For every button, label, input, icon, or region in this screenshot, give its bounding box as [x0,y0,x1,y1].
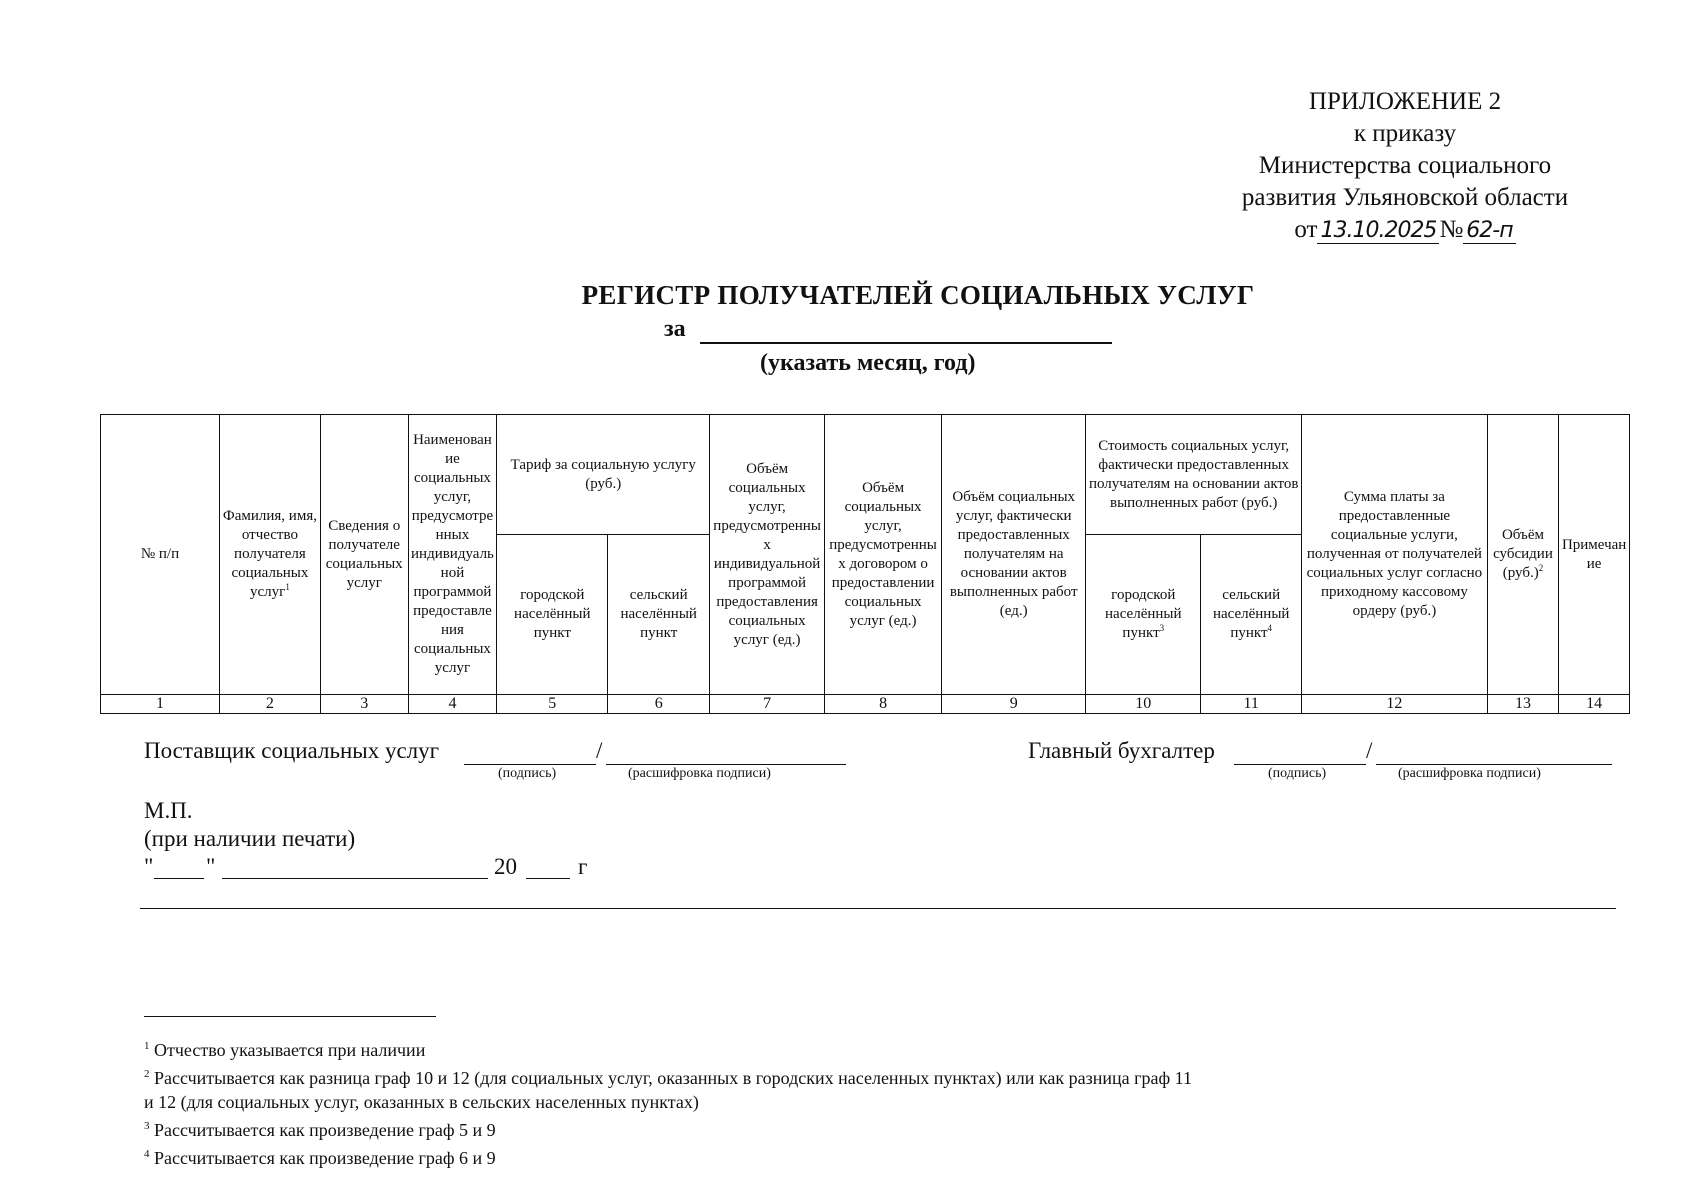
header-cell-volume-program: Объём социальных услуг, предусмотренных индивидуальной программой предоставления социальных услуг (ед.) [710,415,825,695]
number-prefix: № [1439,216,1464,243]
appendix-header [1150,86,1660,247]
header-cell-cost-rural: сельский населённый пункт$^4$ [1201,535,1302,695]
chief-signature-hint: (подпись) [1268,766,1327,781]
stamp-hint: (при наличии печати) [144,826,356,851]
footnotes [144,1034,1564,1170]
order-number-handwritten: 62-п [1463,218,1515,244]
chief-slash: / [1366,738,1373,763]
column-number: 6 [608,695,710,714]
stamp-label: М.П. [144,798,193,823]
header-cell-note: Примечание [1559,415,1630,695]
date-prefix: от [1294,216,1318,243]
footnote: $^1$ Отчество указывается при наличии [144,1040,426,1060]
header-cell-payment-sum: Сумма платы за предоставленные социальные услуги, полученная от получателей социальных услуг согласно приходному кассовому ордеру (руб.) [1302,415,1488,695]
date-month-line[interactable] [222,878,488,879]
column-number: 10 [1086,695,1201,714]
appendix-ministry-line2: развития Ульяновской области [1241,184,1569,211]
header-cell-volume-contract: Объём социальных услуг, предусмотренных договором о предоставлении социальных услуг (ед.) [825,415,942,695]
chief-decode-hint: (расшифровка подписи) [1398,766,1541,781]
date-quote-open: " [144,854,154,879]
order-date-handwritten: 13.10.2025 [1317,218,1439,244]
provider-signature-line[interactable] [464,764,596,765]
column-number: 1 [101,695,220,714]
header-cell-tariff-rural: сельский населённый пункт [608,535,710,695]
appendix-date-line [1150,214,1660,247]
footnote: $^2$ Рассчитывается как разница граф 10 и 12 (для социальных услуг, оказанных в городских населенных пунктах) или как разница граф 11 [144,1068,1192,1088]
header-cell-cost-group: Стоимость социальных услуг, фактически предоставленных получателям на основании актов выполненных работ (руб.) [1086,415,1302,535]
date-year-suffix: г [578,854,588,879]
column-number: 8 [825,695,942,714]
provider-label: Поставщик социальных услуг [144,738,440,763]
chief-signature-line[interactable] [1234,764,1366,765]
appendix-to-order: к приказу [1353,120,1457,147]
header-cell-full-name: Фамилия, имя, отчество получателя социальных услуг$^1$ [220,415,321,695]
footnote: и 12 (для социальных услуг, оказанных в сельских населенных пунктах) [144,1092,699,1112]
header-cell-number: № п/п [101,415,220,695]
footnote: $^4$ Рассчитывается как произведение граф 6 и 9 [144,1148,496,1168]
date-year-prefix: 20 [494,854,517,879]
column-number: 2 [220,695,321,714]
provider-slash: / [596,738,603,763]
column-number: 3 [320,695,408,714]
column-number: 5 [497,695,608,714]
column-number: 11 [1201,695,1302,714]
header-cell-recipient-info: Сведения о получателе социальных услуг [320,415,408,695]
header-cell-cost-urban: городской населённый пункт$^3$ [1086,535,1201,695]
period-input-line[interactable] [700,342,1112,344]
date-quote-close: " [206,854,216,879]
column-number: 12 [1302,695,1488,714]
header-cell-subsidy: Объём субсидии $(руб.)^2$ [1487,415,1559,695]
date-day-line[interactable] [154,878,204,879]
footnote-separator [144,1016,436,1017]
date-year-line[interactable] [526,878,570,879]
footnote: $^3$ Рассчитывается как произведение граф 5 и 9 [144,1120,496,1140]
header-cell-volume-actual: Объём социальных услуг, фактически предоставленных получателям на основании актов выполненных работ (ед.) [942,415,1086,695]
column-number: 13 [1487,695,1559,714]
provider-decode-line[interactable] [606,764,846,765]
header-cell-tariff-urban: городской населённый пункт [497,535,608,695]
chief-decode-line[interactable] [1376,764,1612,765]
header-cell-service-name: Наименование социальных услуг, предусмотренных индивидуальной программой предоставления социальных услуг [408,415,497,695]
register-table [100,414,1630,714]
period-hint: (указать месяц, год) [760,350,976,376]
header-cell-tariff-group: Тариф за социальную услугу (руб.) [497,415,710,535]
appendix-title: ПРИЛОЖЕНИЕ 2 [1308,88,1502,115]
chief-accountant-label: Главный бухгалтер [1028,738,1215,763]
provider-decode-hint: (расшифровка подписи) [628,766,771,781]
column-number: 4 [408,695,497,714]
column-number: 9 [942,695,1086,714]
column-number: 7 [710,695,825,714]
column-number: 14 [1559,695,1630,714]
provider-signature-hint: (подпись) [498,766,557,781]
appendix-ministry-line1: Министерства социального [1258,152,1552,179]
document-title: РЕГИСТР ПОЛУЧАТЕЛЕЙ СОЦИАЛЬНЫХ УСЛУГ [581,280,1255,310]
period-prefix: за [664,316,686,342]
horizontal-rule [140,908,1616,909]
